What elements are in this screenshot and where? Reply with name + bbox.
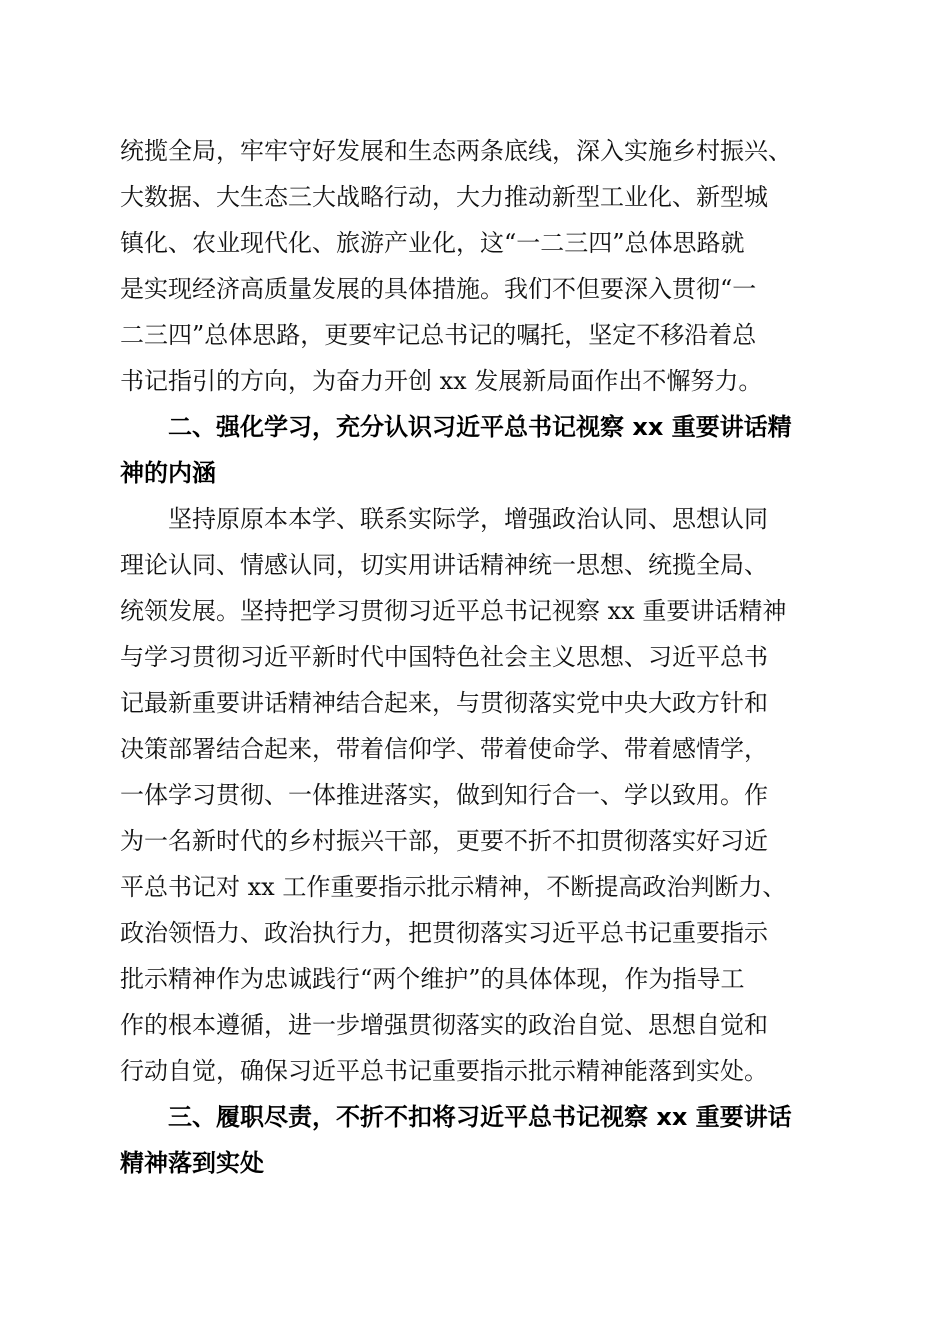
paragraph-line: 行动自觉，确保习近平总书记重要指示批示精神能落到实处。 — [120, 1057, 768, 1085]
paragraph-line: 镇化、农业现代化、旅游产业化，这“一二三四”总体思路就 — [120, 229, 745, 257]
paragraph-line: 平总书记对 xx 工作重要指示批示精神，不断提高政治判断力、 — [120, 873, 787, 901]
document-body — [120, 128, 840, 1186]
section-heading-3-cont: 精神落到实处 — [120, 1149, 264, 1177]
paragraph-line: 与学习贯彻习近平新时代中国特色社会主义思想、习近平总书 — [120, 643, 768, 671]
paragraph-line: 理论认同、情感认同，切实用讲话精神统一思想、统揽全局、 — [120, 551, 768, 579]
paragraph-line: 统揽全局，牢牢守好发展和生态两条底线，深入实施乡村振兴、 — [120, 137, 792, 165]
paragraph-line: 记最新重要讲话精神结合起来，与贯彻落实党中央大政方针和 — [120, 689, 768, 717]
paragraph-line: 作的根本遵循，进一步增强贯彻落实的政治自觉、思想自觉和 — [120, 1011, 768, 1039]
section-heading-2: 二、强化学习，充分认识习近平总书记视察 xx 重要讲话精 — [168, 413, 792, 441]
paragraph-line: 是实现经济高质量发展的具体措施。我们不但要深入贯彻“一 — [120, 275, 757, 303]
paragraph-line: 批示精神作为忠诚践行“两个维护”的具体体现，作为指导工 — [120, 965, 745, 993]
paragraph-line: 书记指引的方向，为奋力开创 xx 发展新局面作出不懈努力。 — [120, 367, 763, 395]
paragraph-line: 二三四”总体思路，更要牢记总书记的嘱托，坚定不移沿着总 — [120, 321, 757, 349]
section-heading-2-cont: 神的内涵 — [120, 459, 216, 487]
paragraph-line: 决策部署结合起来，带着信仰学、带着使命学、带着感情学， — [120, 735, 768, 763]
paragraph-line: 统领发展。坚持把学习贯彻习近平总书记视察 xx 重要讲话精神 — [120, 597, 787, 625]
section-heading-3: 三、履职尽责，不折不扣将习近平总书记视察 xx 重要讲话 — [168, 1103, 792, 1131]
paragraph-line: 政治领悟力、政治执行力，把贯彻落实习近平总书记重要指示 — [120, 919, 768, 947]
paragraph-line: 坚持原原本本学、联系实际学，增强政治认同、思想认同 — [168, 505, 768, 533]
paragraph-line: 为一名新时代的乡村振兴干部，更要不折不扣贯彻落实好习近 — [120, 827, 768, 855]
paragraph-line: 大数据、大生态三大战略行动，大力推动新型工业化、新型城 — [120, 183, 768, 211]
paragraph-line: 一体学习贯彻、一体推进落实，做到知行合一、学以致用。作 — [120, 781, 768, 809]
